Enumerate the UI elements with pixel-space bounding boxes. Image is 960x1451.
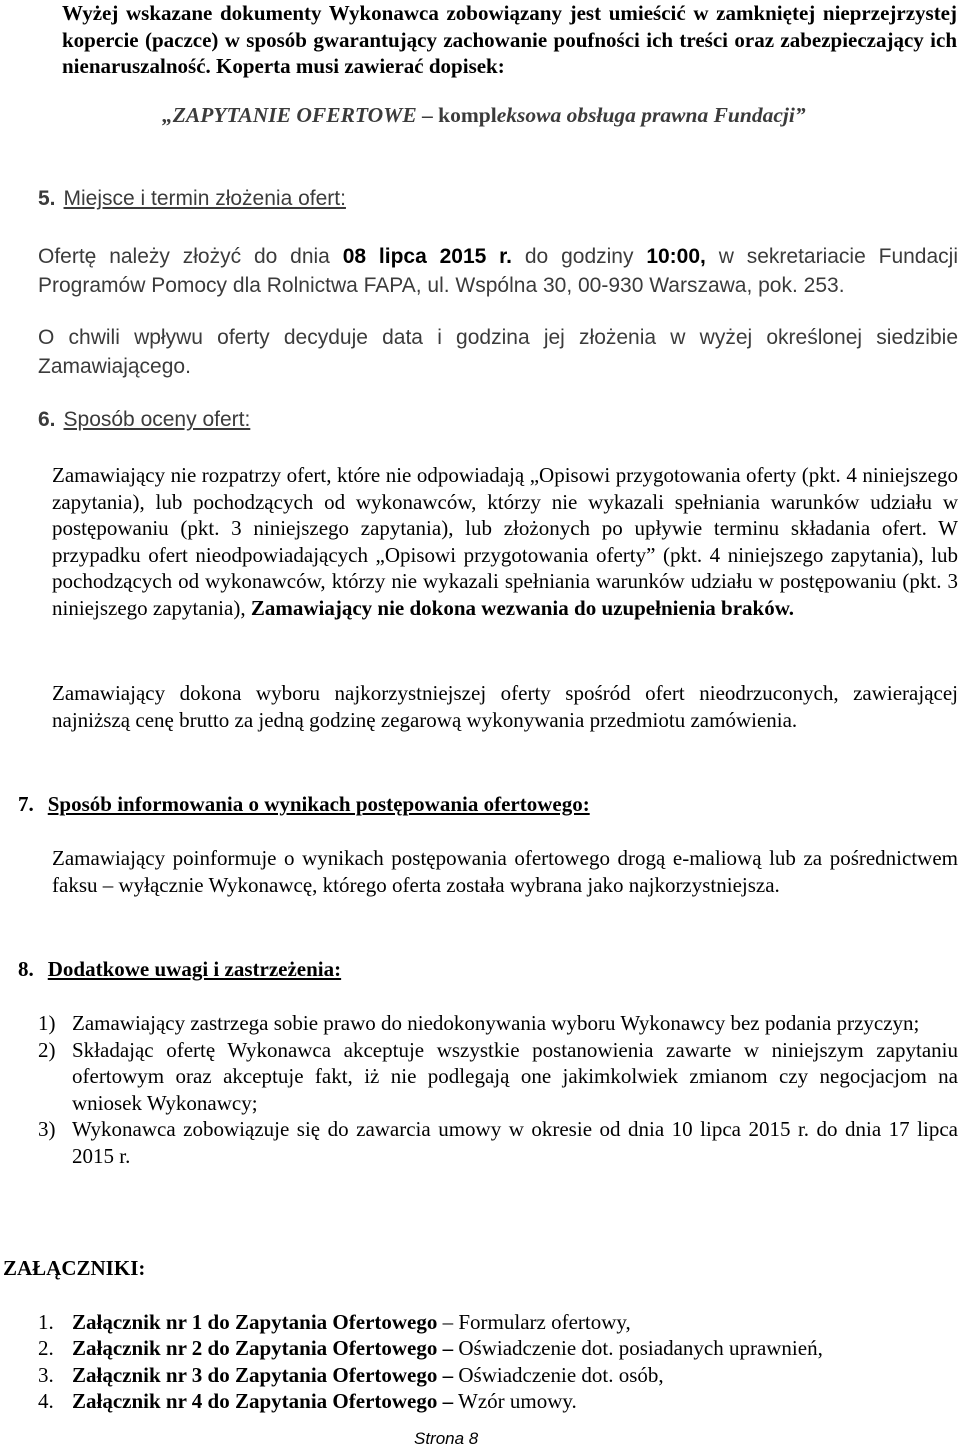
list-item-marker: 2) xyxy=(38,1037,56,1062)
envelope-label-dash: – xyxy=(422,103,433,127)
attachment-item xyxy=(38,1362,958,1388)
list-item-text: Wykonawca zobowiązuje się do zawarcia umowy w okresie od dnia 10 lipca 2015 r. do dnia 17 lipca 2015 r. xyxy=(72,1117,958,1168)
attachment-description: Oświadczenie dot. posiadanych uprawnień, xyxy=(453,1336,823,1361)
attachment-item xyxy=(38,1388,958,1414)
section-6-number: 6. xyxy=(38,408,56,431)
attachment-title: Załącznik nr 4 do Zapytania Ofertowego – xyxy=(72,1388,454,1413)
envelope-label xyxy=(162,103,806,128)
section-5-text-a: Ofertę należy złożyć do dnia xyxy=(38,245,343,268)
section-6-title: Sposób oceny ofert: xyxy=(63,408,251,431)
list-item-marker: 3) xyxy=(38,1117,56,1141)
section-8-heading xyxy=(18,957,341,982)
section-5-text-b: do godziny xyxy=(512,245,647,268)
list-item-text: Zamawiający zastrzega sobie prawo do niedokonywania wyboru Wykonawcy bez podania przyczyn; xyxy=(72,1011,920,1035)
attachments-heading: ZAŁĄCZNIKI: xyxy=(3,1256,146,1280)
attachment-marker: 1. xyxy=(38,1310,54,1334)
section-5-heading xyxy=(38,187,346,211)
attachment-description: Wzór umowy. xyxy=(453,1388,577,1413)
envelope-label-mid: kompl xyxy=(438,103,497,127)
section-6-heading xyxy=(38,408,250,432)
attachment-marker: 2. xyxy=(38,1336,54,1361)
section-6-text: Zamawiający nie rozpatrzy ofert, które nie odpowiadają „Opisowi przygotowania oferty (pkt. 4 niniejszego zapytania), lub pochodzących od wykonawców, którzy nie wykazali spełniania warunków udziału w postępowaniu (pkt. 3 niniejszego zapytania), lub złożonych po upływie terminu składania ofert. W przypadku ofert nieodpowiadających „Opisowi przygotowania oferty” (pkt. 4 niniejszego zapytania), lub pochodzących od wykonawców, którzy nie wykazali spełniania warunków udziału w postępowaniu (pkt. 3 niniejszego zapytania), xyxy=(52,463,958,620)
attachment-marker: 3. xyxy=(38,1362,54,1387)
list-item xyxy=(38,1037,958,1117)
list-item-marker: 1) xyxy=(38,1011,56,1035)
section-5-paragraph-1 xyxy=(38,242,958,300)
list-item xyxy=(38,1010,958,1037)
section-8-title: Dodatkowe uwagi i zastrzeżenia: xyxy=(47,957,342,981)
section-5-text-c: w sekretariacie Fundacji Programów Pomocy dla Rolnictwa FAPA, ul. Wspólna 30, 00-930 Warszawa, pok. 253. xyxy=(38,245,958,297)
remarks-list xyxy=(38,1010,958,1169)
list-item xyxy=(38,1116,958,1169)
section-8-number: 8. xyxy=(18,957,34,981)
section-6-bold-text: Zamawiający nie dokona wezwania do uzupełnienia braków. xyxy=(250,595,794,620)
section-5-title: Miejsce i termin złożenia ofert: xyxy=(63,187,346,210)
envelope-label-rest: eksowa obsługa prawna Fundacji” xyxy=(496,103,806,127)
section-6-paragraph-1 xyxy=(52,462,958,621)
attachment-item xyxy=(38,1309,958,1335)
section-5-paragraph-2: O chwili wpływu oferty decyduje data i godzina jej złożenia w wyżej określonej siedzibie Zamawiającego. xyxy=(38,326,958,378)
intro-paragraph: Wyżej wskazane dokumenty Wykonawca zobowiązany jest umieścić w zamkniętej nieprzejrzystej kopercie (paczce) w sposób gwarantujący zachowanie poufności ich treści oraz zabezpieczający ich nienaruszalność. Koperta musi zawierać dopisek: xyxy=(62,1,957,78)
attachment-description: Oświadczenie dot. osób, xyxy=(453,1362,664,1387)
envelope-label-title: „ZAPYTANIE OFERTOWE xyxy=(162,103,417,127)
section-7-paragraph: Zamawiający poinformuje o wynikach postępowania ofertowego drogą e-maliową lub za pośrednictwem faksu – wyłącznie Wykonawcę, którego oferta została wybrana jako najkorzystniejsza. xyxy=(52,846,958,897)
section-5-time: 10:00, xyxy=(646,245,706,268)
section-5-number: 5. xyxy=(38,187,56,210)
attachment-title: Załącznik nr 2 do Zapytania Ofertowego – xyxy=(72,1336,454,1361)
section-5-date: 08 lipca 2015 r. xyxy=(342,245,513,268)
attachment-title: Załącznik nr 3 do Zapytania Ofertowego – xyxy=(72,1362,454,1387)
attachment-description: – Formularz ofertowy, xyxy=(437,1310,631,1334)
attachment-item xyxy=(38,1335,958,1361)
attachment-title: Załącznik nr 1 do Zapytania Ofertowego xyxy=(72,1310,438,1334)
attachments-list xyxy=(38,1309,958,1414)
section-7-number: 7. xyxy=(18,792,34,816)
attachment-marker: 4. xyxy=(38,1388,54,1413)
page-number: Strona 8 xyxy=(414,1429,479,1448)
section-6-paragraph-2: Zamawiający dokona wyboru najkorzystniejszej oferty spośród ofert nieodrzuconych, zawierającej najniższą cenę brutto za jedną godzinę zegarową wykonywania przedmiotu zamówienia. xyxy=(52,681,958,732)
section-7-heading xyxy=(18,792,590,817)
list-item-text: Składając ofertę Wykonawca akceptuje wszystkie postanowienia zawarte w niniejszym zapytaniu ofertowym oraz akceptuje fakt, iż nie podlegają one jakimkolwiek zmianom czy negocjacjom na wniosek Wykonawcy; xyxy=(72,1037,958,1115)
section-7-title: Sposób informowania o wynikach postępowania ofertowego: xyxy=(47,792,590,816)
